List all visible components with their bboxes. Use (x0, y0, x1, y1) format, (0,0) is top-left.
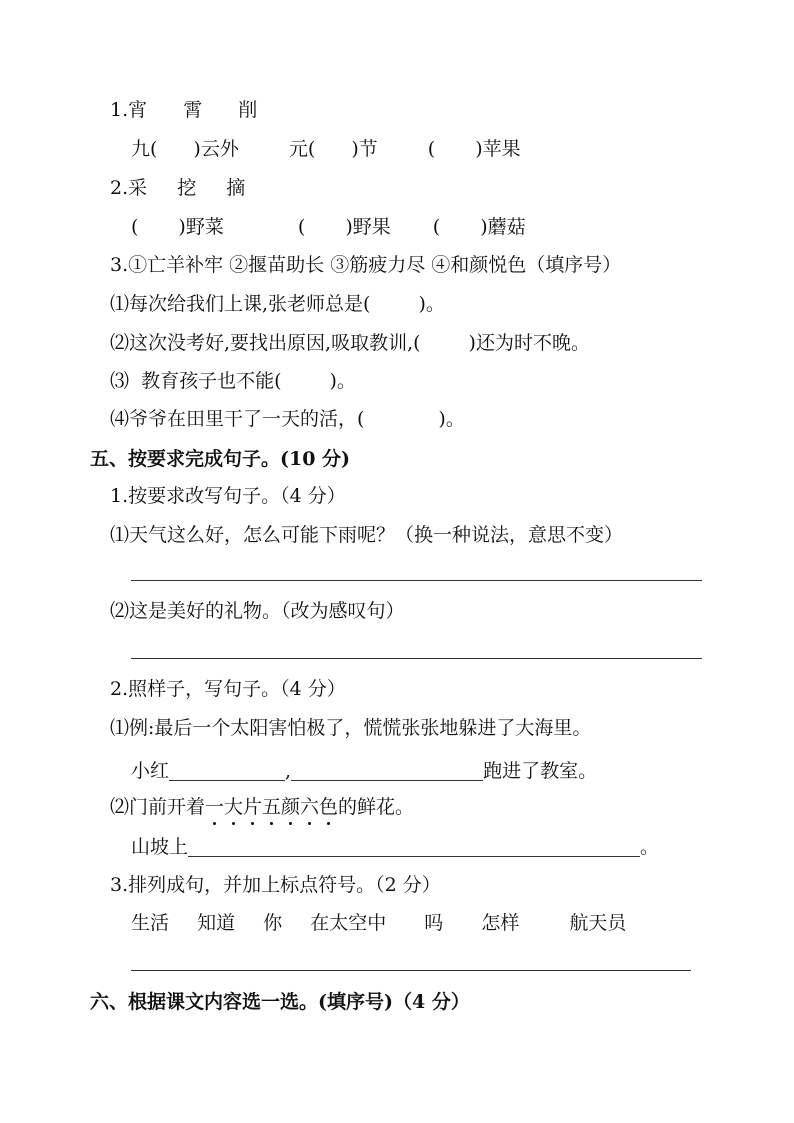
fill-text: 跑进了教室。 (483, 760, 598, 782)
question-number: 2. (110, 177, 129, 199)
question-4-3: 3.①亡羊补牢 ②揠苗助长 ③筋疲力尽 ④和颜悦色（填序号） (110, 254, 622, 276)
item-text: ⑴每次给我们上课,张老师总是( (110, 293, 371, 315)
emphasis-text: 一大片五颜六色 (205, 796, 339, 818)
item-text: ⑷爷爷在田里干了一天的活，( (110, 408, 365, 430)
item-text: )还为时不晚。 (468, 332, 590, 354)
fill-text: ( (427, 138, 436, 160)
fill-text: 。 (640, 836, 660, 858)
char-option: 采 (128, 177, 148, 199)
fill-text: )蘑菇 (480, 216, 526, 238)
word: 知道 (197, 912, 236, 934)
question-4-2 (110, 179, 245, 198)
question-5-2: 2.照样子，写句子。（4 分） (110, 678, 346, 700)
fill-text: , (285, 760, 292, 782)
question-4-3-item (110, 295, 445, 314)
fill-text: )野果 (345, 216, 391, 238)
item-text: )。 (438, 408, 465, 430)
word: 在太空中 (310, 912, 387, 934)
item-text: )。 (418, 293, 445, 315)
question-5-2-b-fill (131, 838, 659, 857)
item-text: )。 (329, 370, 356, 392)
char-option: 摘 (226, 177, 246, 199)
fill-text: 九( (131, 138, 158, 160)
question-4-2-fill (131, 218, 526, 237)
fill-text: 山坡上 (131, 836, 189, 858)
question-5-1-a: ⑴天气这么好，怎么可能下雨呢？（换一种说法，意思不变） (110, 524, 624, 546)
fill-text: ( (131, 216, 139, 238)
question-4-1 (110, 101, 257, 120)
question-5-2-a: ⑴例:最后一个太阳害怕极了，慌慌张张地躲进了大海里。 (110, 717, 592, 739)
question-5-2-a-fill (131, 762, 597, 781)
question-4-1-fill (131, 140, 521, 159)
answer-blank[interactable] (291, 762, 483, 781)
emphasis-dots (205, 822, 338, 825)
fill-text: ( (297, 216, 306, 238)
question-4-3-item (110, 410, 465, 429)
fill-text: )苹果 (475, 138, 521, 160)
answer-blank[interactable] (188, 838, 640, 857)
char-option: 削 (238, 99, 258, 121)
question-5-1: 1.按要求改写句子。（4 分） (110, 485, 346, 507)
fill-text: )节 (351, 138, 378, 160)
word-list (131, 914, 626, 933)
item-text: ⑶ 教育孩子也不能( (110, 370, 282, 392)
dotted-emphasis (205, 798, 338, 817)
word: 怎样 (481, 912, 520, 934)
fill-text: )野菜 (178, 216, 224, 238)
fill-text: )云外 (193, 138, 239, 160)
fill-text: 元( (288, 138, 316, 160)
sentence-text: ⑵门前开着 (110, 796, 206, 818)
answer-blank[interactable] (169, 762, 285, 781)
word: 你 (263, 912, 283, 934)
question-number: 1. (110, 99, 129, 121)
item-text: ⑵这次没考好,要找出原因,吸取教训,( (110, 332, 421, 354)
fill-text: 小红 (131, 760, 170, 782)
word: 吗 (424, 912, 444, 934)
answer-line[interactable] (131, 970, 691, 971)
char-option: 挖 (177, 177, 197, 199)
question-4-3-item (110, 372, 356, 391)
answer-line[interactable] (131, 580, 702, 581)
section-5-title: 五、按要求完成句子。(10 分) (90, 448, 351, 470)
question-5-3: 3.排列成句，并加上标点符号。（2 分） (110, 874, 441, 896)
question-5-1-b: ⑵这是美好的礼物。（改为感叹句） (110, 600, 405, 622)
sentence-text: 的鲜花。 (338, 796, 415, 818)
fill-text: ( (432, 216, 441, 238)
char-option: 宵 (128, 99, 148, 121)
char-option: 霄 (183, 99, 203, 121)
section-6-title: 六、根据课文内容选一选。(填序号)（4 分） (90, 991, 470, 1013)
answer-line[interactable] (131, 658, 702, 659)
word: 生活 (131, 912, 170, 934)
question-5-2-b (110, 798, 414, 817)
question-4-3-item (110, 334, 590, 353)
word: 航天员 (569, 912, 627, 934)
